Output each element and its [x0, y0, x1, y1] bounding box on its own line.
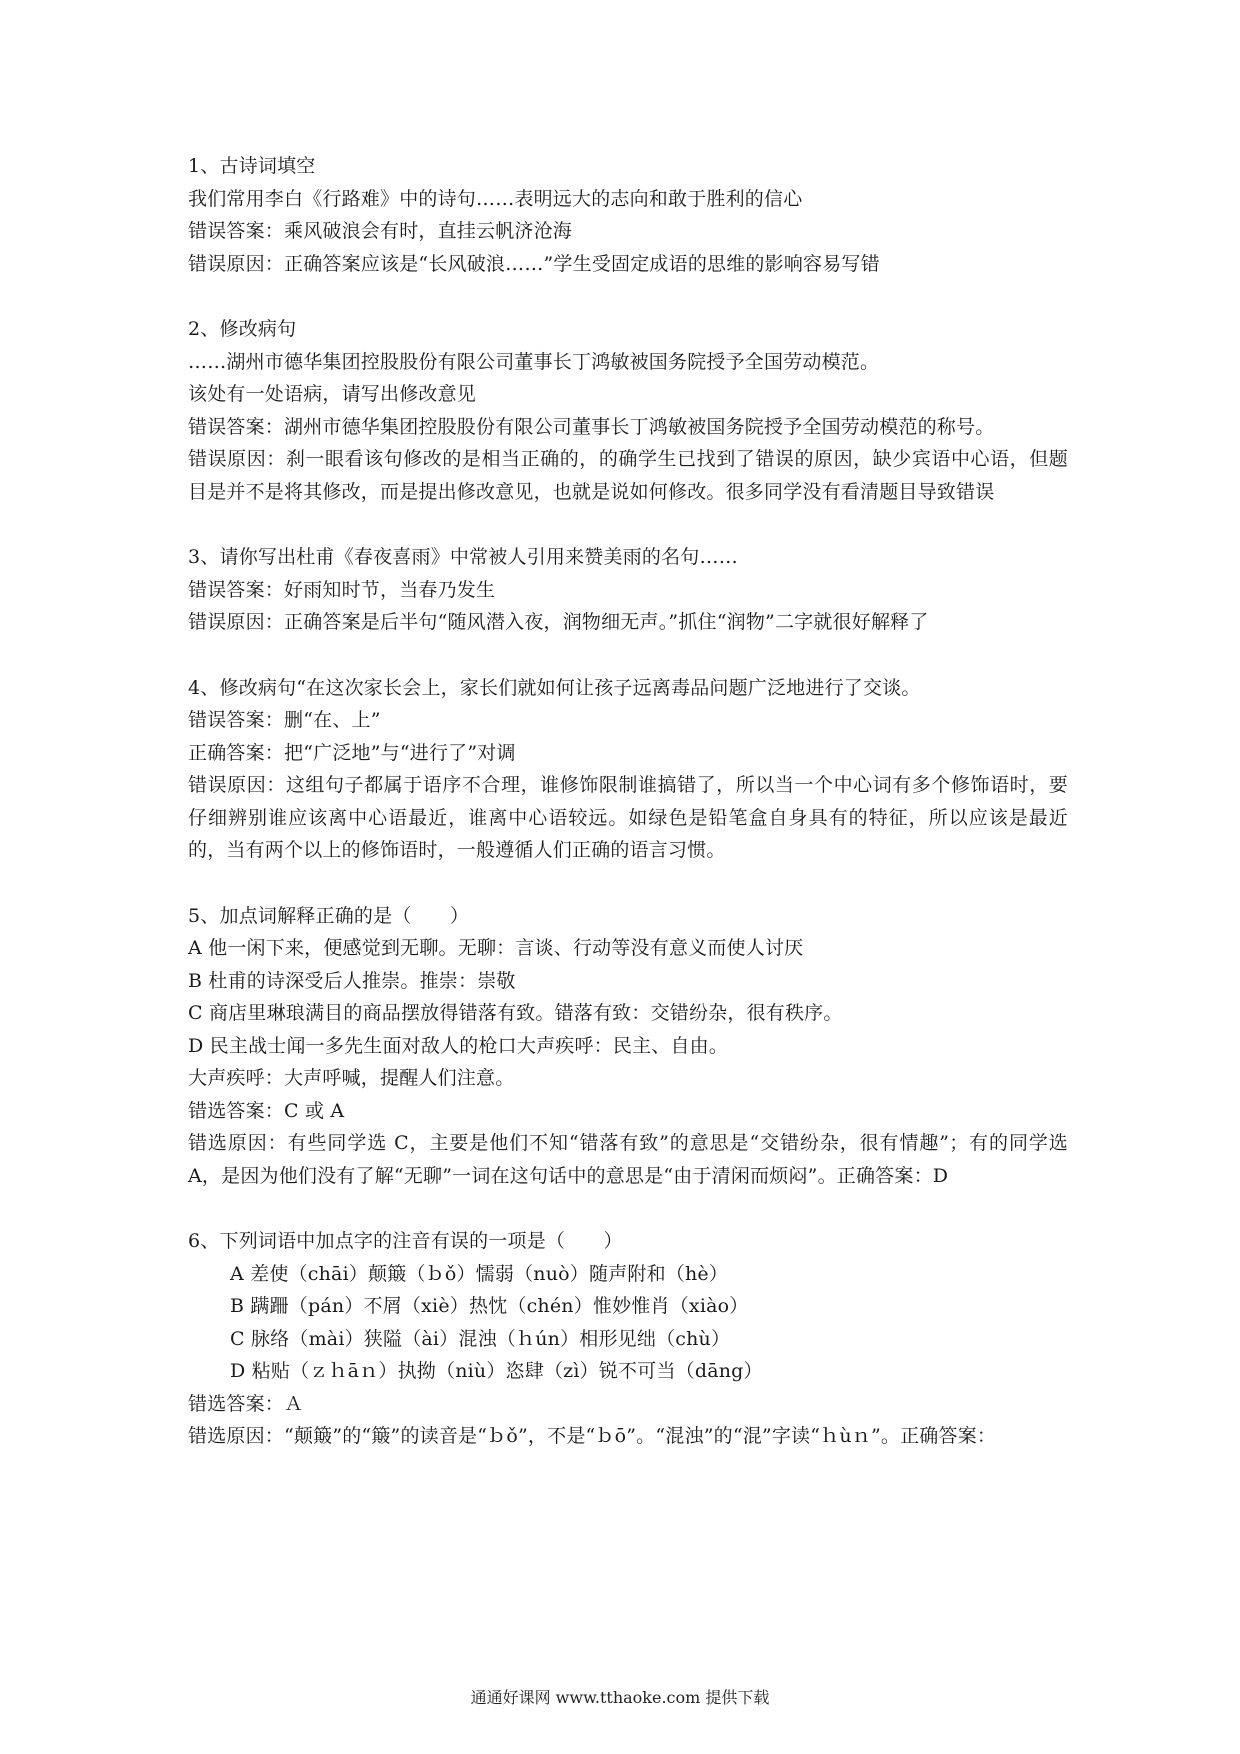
question-2-prompt: 该处有一处语病，请写出修改意见: [188, 383, 477, 405]
question-5-wrong-choice: 错选答案：C 或 A: [188, 1099, 345, 1122]
question-6-wrong-choice: 错选答案：Ａ: [188, 1392, 304, 1415]
question-3-title: 3、请你写出杜甫《春夜喜雨》中常被人引用来赞美雨的名句……: [188, 546, 738, 568]
question-6-option-d: D 粘贴（ｚｈāｎ）执拗（niù）恣肆（zì）锐不可当（dāng）: [230, 1360, 763, 1382]
question-4: [188, 672, 1068, 867]
question-2-reason: 错误原因：刹一眼看该句修改的是相当正确的，的确学生已找到了错误的原因，缺少宾语中心语，但题目是并不是将其修改，而是提出修改意见，也就是说如何修改。很多同学没有看清题目导致错误: [188, 448, 1068, 503]
question-5-option-d-note: 大声疾呼：大声呼喊，提醒人们注意。: [188, 1067, 515, 1089]
question-5: [188, 900, 1068, 1193]
question-2-title: 2、修改病句: [188, 318, 297, 340]
question-2-sentence: ……湖州市德华集团控股股份有限公司董事长丁鸿敏被国务院授予全国劳动模范。: [188, 350, 880, 373]
question-3-wrong-answer: 错误答案：好雨知时节，当春乃发生: [188, 578, 496, 601]
question-5-reason: 错选原因：有些同学选 C，主要是他们不知“错落有致”的意思是“交错纷杂，很有情趣”；有的同学选 A，是因为他们没有了解“无聊”一词在这句话中的意思是“由于清闲而烦闷”。正确答案：D: [188, 1132, 1068, 1187]
question-3: [188, 541, 1068, 639]
question-1-wrong-answer: 错误答案：乘风破浪会有时，直挂云帆济沧海: [188, 220, 573, 242]
question-5-option-a: A 他一闲下来，便感觉到无聊。无聊：言谈、行动等没有意义而使人讨厌: [188, 937, 804, 959]
question-4-correct-answer: 正确答案：把“广泛地”与“进行了”对调: [188, 741, 516, 764]
question-6-option-b: B 蹒跚（pán）不屑（xiè）热忱（chén）惟妙惟肖（xiào）: [230, 1295, 749, 1317]
question-1-prompt: 我们常用李白《行路难》中的诗句……表明远大的志向和敢于胜利的信心: [188, 187, 803, 210]
question-1-reason: 错误原因：正确答案应该是“长风破浪……”学生受固定成语的思维的影响容易写错: [188, 252, 880, 275]
question-4-title: 4、修改病句“在这次家长会上，家长们就如何让孩子远离毒品问题广泛地进行了交谈。: [188, 676, 921, 699]
question-1: [188, 150, 1068, 280]
question-2-wrong-answer: 错误答案：湖州市德华集团控股股份有限公司董事长丁鸿敏被国务院授予全国劳动模范的称号。: [188, 415, 995, 438]
question-5-option-d: D 民主战士闻一多先生面对敌人的枪口大声疾呼：民主、自由。: [188, 1034, 729, 1057]
question-6-option-a: A 差使（chāi）颠簸（ｂǒ）懦弱（nuò）随声附和（hè）: [230, 1262, 729, 1285]
question-5-option-b: B 杜甫的诗深受后人推崇。推崇：崇敬: [188, 969, 516, 992]
question-4-wrong-answer: 错误答案：删“在、上”: [188, 709, 381, 731]
page-footer: 通通好课网 www.tthaoke.com 提供下载: [470, 1688, 770, 1707]
question-5-title: 5、加点词解释正确的是（ ）: [188, 904, 470, 927]
question-4-reason: 错误原因：这组句子都属于语序不合理，谁修饰限制谁搞错了，所以当一个中心词有多个修饰语时，要仔细辨别谁应该离中心语最近，谁离中心语较远。如绿色是铅笔盒自身具有的特征，所以应该是最近的，当有两个以上的修饰语时，一般遵循人们正确的语言习惯。: [188, 774, 1068, 861]
question-6-option-c: C 脉络（mài）狭隘（ài）混浊（ｈún）相形见绌（chù）: [230, 1327, 731, 1350]
question-6-title: 6、下列词语中加点字的注音有误的一项是（ ）: [188, 1230, 623, 1252]
question-5-option-c: C 商店里琳琅满目的商品摆放得错落有致。错落有致：交错纷杂，很有秩序。: [188, 1002, 843, 1024]
question-6-reason: 错选原因：“颠簸”的“簸”的读音是“ｂǒ”，不是“ｂō”。“混浊”的“混”字读“ｈùｎ”。正确答案：: [188, 1425, 997, 1447]
question-1-title: 1、古诗词填空: [188, 155, 316, 177]
question-3-reason: 错误原因：正确答案是后半句“随风潜入夜，润物细无声。”抓住“润物”二字就很好解释了: [188, 611, 929, 633]
question-6: [188, 1225, 1068, 1453]
question-2: [188, 313, 1068, 508]
document-body: [188, 150, 1068, 1486]
